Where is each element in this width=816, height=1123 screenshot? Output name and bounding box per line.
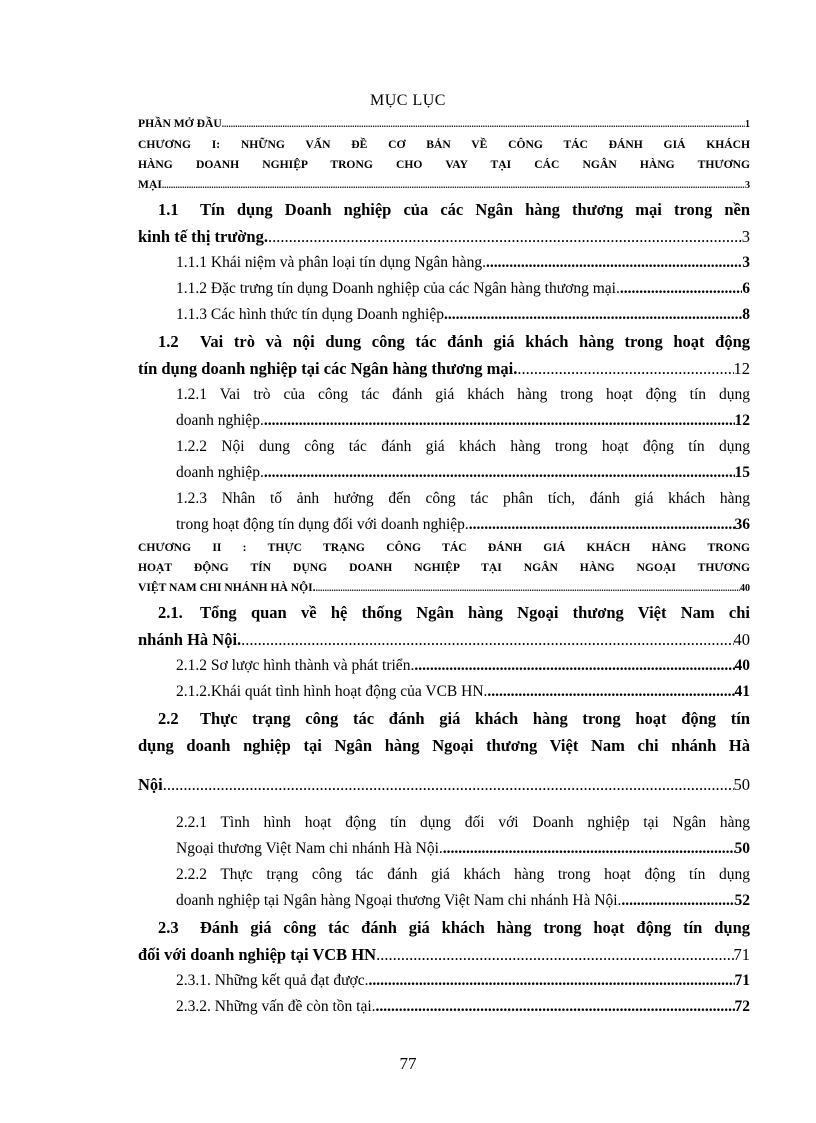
toc-entry-section-2-3[interactable] — [138, 914, 750, 968]
toc-entry-line: Tín dụng Doanh nghiệp của các Ngân hàng thương mại trong nền — [200, 200, 750, 219]
toc-entry-line: tín dụng doanh nghiệp tại các Ngân hàng thương mại. — [138, 359, 518, 378]
toc-entry-line: nhánh Hà Nội. — [138, 630, 242, 649]
toc-entry-page: 3 — [745, 180, 750, 191]
dot-leader — [620, 276, 742, 302]
toc-entry-title: 2.1.2.Khái quát tình hình hoạt động của VCB HN. — [176, 683, 488, 700]
toc-entry-line: Thực trạng công tác đánh giá khách hàng trong hoạt động tín — [200, 709, 750, 728]
toc-entry-line: Tổng quan về hệ thống Ngân hàng Ngoại thương Việt Nam chi — [200, 603, 750, 622]
toc-entry-1-1-3[interactable] — [138, 302, 750, 328]
toc-entry-line: 1.2.1 Vai trò của công tác đánh giá khách hàng trong hoạt động tín dụng — [176, 386, 750, 403]
toc-entry-page: 40 — [734, 657, 750, 674]
toc-entry-title: 1.1.2 Đặc trưng tín dụng Doanh nghiệp của các Ngân hàng thương mại. — [176, 280, 620, 297]
toc-entry-page: 40 — [733, 630, 750, 649]
dot-leader — [469, 512, 735, 538]
toc-entry-section-1-2[interactable] — [138, 328, 750, 382]
dot-leader — [264, 460, 735, 486]
toc-entry-page: 3 — [741, 227, 750, 246]
section-number: 2.1. — [158, 603, 183, 622]
toc-entry-page: 15 — [734, 464, 750, 481]
toc-entry-line: MẠI — [138, 178, 162, 191]
dot-leader — [621, 888, 734, 914]
toc-entry-1-1-2[interactable] — [138, 276, 750, 302]
toc-entry-line: CHƯƠNG II : THỰC TRẠNG CÔNG TÁC ĐÁNH GIÁ KHÁCH HÀNG TRONG — [138, 541, 750, 554]
toc-entry-2-2-2[interactable] — [138, 862, 750, 914]
dot-leader — [241, 626, 733, 653]
toc-entry-section-2-1[interactable] — [138, 599, 750, 653]
dot-leader — [486, 250, 742, 276]
toc-entry-title: 2.3.2. Những vấn đề còn tồn tại. — [176, 998, 376, 1015]
toc-entry-1-2-3[interactable] — [138, 486, 750, 538]
toc-entry-page: 72 — [734, 998, 750, 1015]
page-number: 77 — [399, 1054, 417, 1073]
toc-entry-title: 2.1.2 Sơ lược hình thành và phát triển. — [176, 657, 415, 674]
toc-entry-title: 2.3.1. Những kết quả đạt được. — [176, 972, 369, 989]
toc-entry-line: doanh nghiệp tại Ngân hàng Ngoại thương Việt Nam chi nhánh Hà Nội. — [176, 892, 622, 909]
toc-entry-line: CHƯƠNG I: NHỮNG VẤN ĐỀ CƠ BẢN VỀ CÔNG TÁC ĐÁNH GIÁ KHÁCH — [138, 138, 750, 151]
toc-entry-line: HÀNG DOANH NGHIỆP TRONG CHO VAY TẠI CÁC NGÂN HÀNG THƯƠNG — [138, 158, 750, 171]
toc-entry-line: kinh tế thị trường. — [138, 227, 268, 246]
toc-entry-line: Nội — [138, 775, 163, 794]
toc-entry-2-3-1[interactable] — [138, 968, 750, 994]
section-number: 1.2 — [158, 332, 179, 351]
section-number: 2.2 — [158, 709, 179, 728]
toc-entry-2-2-1[interactable] — [138, 810, 750, 862]
toc-entry-line: 2.2.1 Tình hình hoạt động tín dụng đối với Doanh nghiệp tại Ngân hàng — [176, 814, 750, 831]
toc-entry-1-2-1[interactable] — [138, 382, 750, 434]
toc-entry-page: 12 — [734, 412, 750, 429]
toc-entry-page: 52 — [734, 892, 750, 909]
toc-entry-page: 12 — [733, 359, 750, 378]
toc-entry-chapter-2[interactable] — [138, 538, 750, 599]
dot-leader — [222, 114, 745, 134]
toc-entry-page: 36 — [734, 516, 750, 533]
toc-entry-page: 8 — [742, 306, 750, 323]
toc-entry-page: 3 — [742, 254, 750, 271]
toc-entry-2-1-2-a[interactable] — [138, 653, 750, 679]
toc-entry-section-1-1[interactable] — [138, 196, 750, 250]
toc-entry-title: 1.1.1 Khái niệm và phân loại tín dụng Ngân hàng. — [176, 254, 486, 271]
toc-entry-1-2-2[interactable] — [138, 434, 750, 486]
dot-leader — [487, 679, 734, 705]
toc-entry-line: 1.2.2 Nội dung công tác đánh giá khách hàng trong hoạt động tín dụng — [176, 438, 750, 455]
toc-entry-page: 71 — [733, 945, 750, 964]
toc-entry-chapter-1[interactable] — [138, 135, 750, 196]
dot-leader — [414, 653, 734, 679]
toc-entry-line: doanh nghiệp. — [176, 464, 264, 481]
toc-entry-1-1-1[interactable] — [138, 250, 750, 276]
dot-leader — [444, 302, 742, 328]
toc-entry-2-1-2-b[interactable] — [138, 679, 750, 705]
toc-entry-page: 40 — [740, 583, 750, 594]
dot-leader — [376, 941, 733, 968]
toc-entry-title: 1.1.3 Các hình thức tín dụng Doanh nghiệp — [176, 306, 444, 323]
toc-entry-2-3-2[interactable] — [138, 994, 750, 1020]
dot-leader — [443, 836, 735, 862]
toc-entry-line: HOẠT ĐỘNG TÍN DỤNG DOANH NGHIỆP TẠI NGÂN HÀNG NGOẠI THƯƠNG — [138, 561, 750, 574]
toc-entry-page: 41 — [734, 683, 750, 700]
toc-entry-page: 50 — [734, 840, 750, 857]
toc-entry-line: Ngoại thương Việt Nam chi nhánh Hà Nội. — [176, 840, 443, 857]
toc-entry-line: 1.2.3 Nhân tố ảnh hưởng đến công tác phân tích, đánh giá khách hàng — [176, 490, 750, 507]
toc-entry-line: dụng doanh nghiệp tại Ngân hàng Ngoại thương Việt Nam chi nhánh Hà — [138, 736, 750, 755]
toc-entry-page: 71 — [734, 972, 750, 989]
toc-entry-page: 1 — [745, 119, 750, 130]
toc-entry-line: doanh nghiệp. — [176, 412, 264, 429]
toc-entry-line: VIỆT NAM CHI NHÁNH HÀ NỘI. — [138, 581, 316, 594]
dot-leader — [163, 771, 734, 798]
dot-leader — [517, 355, 733, 382]
toc-entry-line: Đánh giá công tác đánh giá khách hàng trong hoạt động tín dụng — [200, 918, 750, 937]
dot-leader — [368, 968, 734, 994]
page-title: MỤC LỤC — [370, 92, 446, 109]
toc-entry-line: đối với doanh nghiệp tại VCB HN — [138, 945, 377, 964]
toc-entry-intro[interactable] — [138, 114, 750, 135]
toc-entry-line: trong hoạt động tín dụng đối với doanh nghiệp. — [176, 516, 469, 533]
toc-entry-line: 2.2.2 Thực trạng công tác đánh giá khách hàng trong hoạt động tín dụng — [176, 866, 750, 883]
dot-leader — [268, 223, 742, 250]
dot-leader — [376, 994, 735, 1020]
toc-entry-page: 6 — [742, 280, 750, 297]
toc-entry-title: PHẦN MỞ ĐẦU — [138, 117, 222, 130]
dot-leader — [316, 578, 740, 598]
toc-entry-section-2-2[interactable] — [138, 705, 750, 798]
toc-entry-page: 50 — [733, 775, 750, 794]
section-number: 1.1 — [158, 200, 179, 219]
toc-entry-line: Vai trò và nội dung công tác đánh giá khách hàng trong hoạt động — [200, 332, 750, 351]
dot-leader — [162, 175, 745, 195]
table-of-contents — [138, 114, 750, 1020]
section-number: 2.3 — [158, 918, 179, 937]
dot-leader — [264, 408, 735, 434]
